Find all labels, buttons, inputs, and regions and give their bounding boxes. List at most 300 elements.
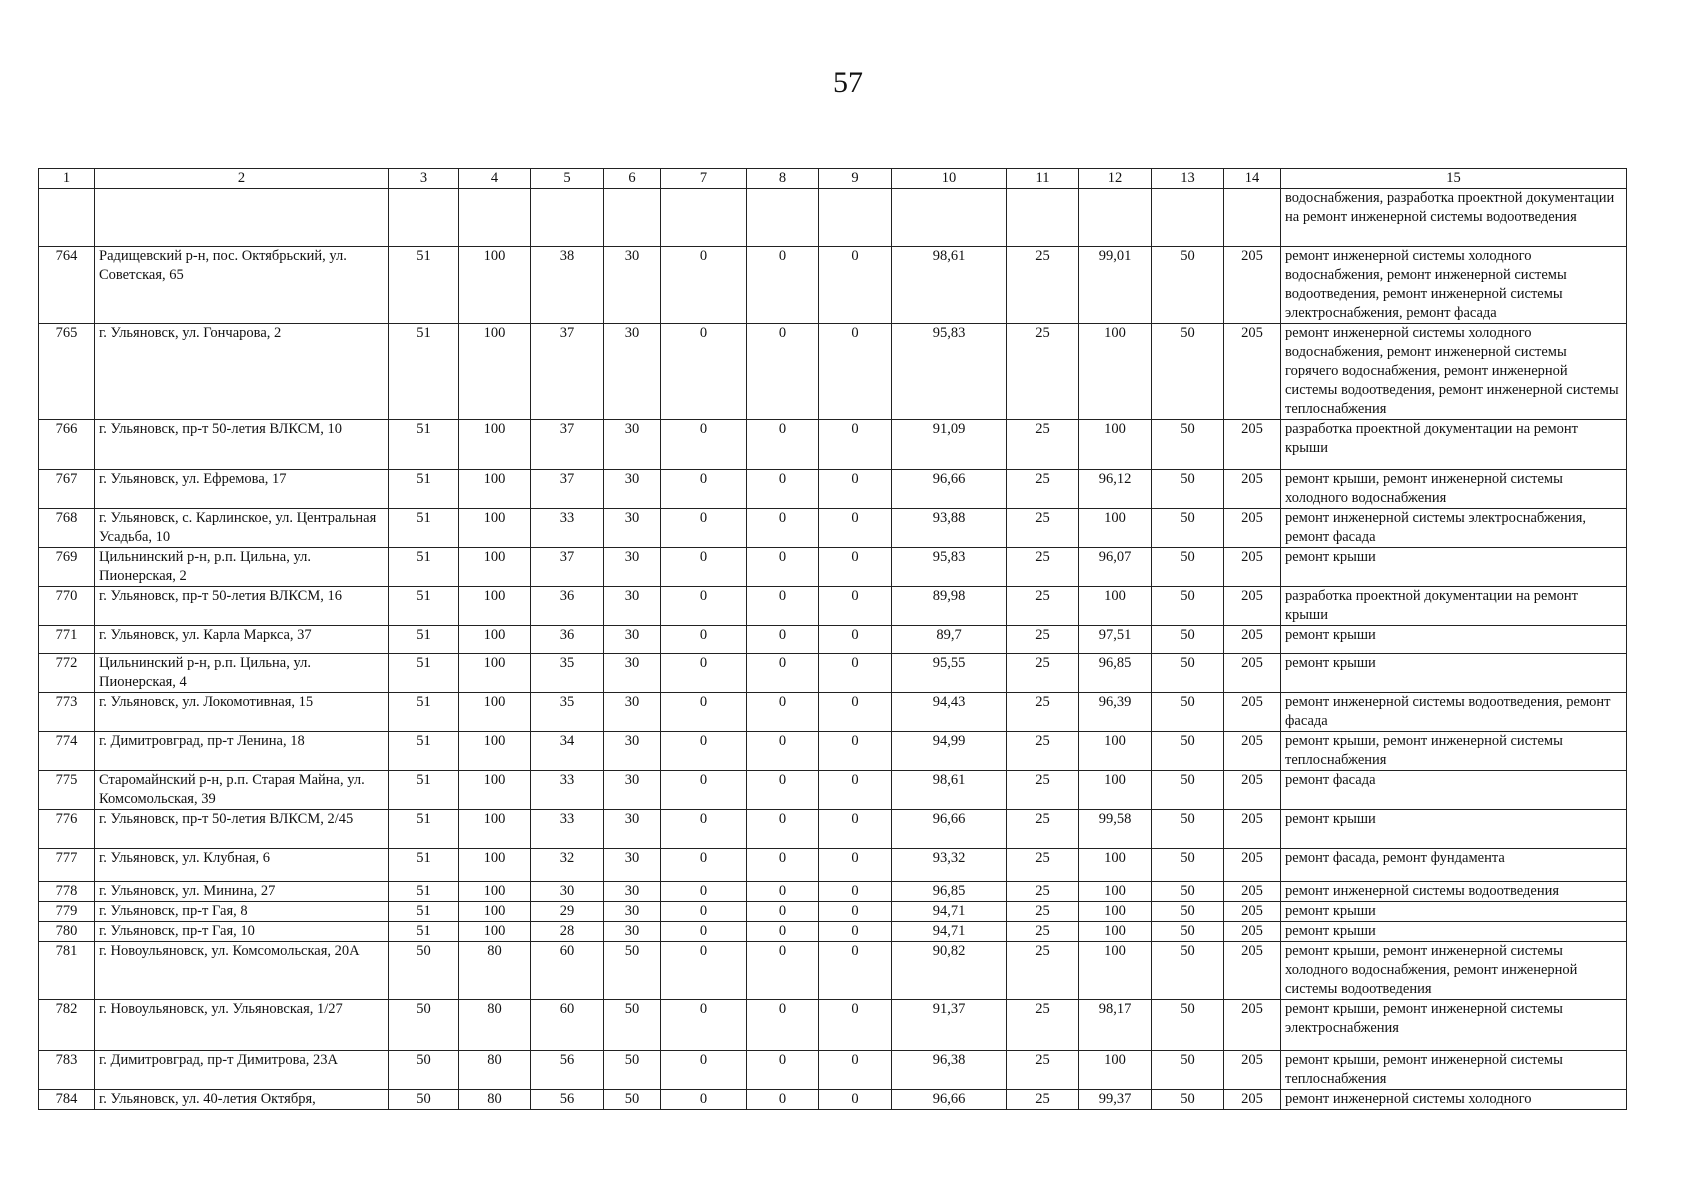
col-3-value: 51 xyxy=(389,882,459,902)
col-13-value: 50 xyxy=(1152,548,1224,587)
col-7-value: 0 xyxy=(661,810,747,849)
col-7-value: 0 xyxy=(661,849,747,882)
col-11-value: 25 xyxy=(1007,1000,1079,1051)
table-row xyxy=(39,587,1627,626)
col-8-value: 0 xyxy=(747,509,819,548)
col-4-value: 80 xyxy=(459,1000,531,1051)
col-11-value: 25 xyxy=(1007,810,1079,849)
col-12-value: 96,39 xyxy=(1079,693,1152,732)
col-9-value: 0 xyxy=(819,942,892,1000)
col-10-value: 98,61 xyxy=(892,771,1007,810)
col-6-value: 30 xyxy=(604,732,661,771)
work-description: ремонт фасада, ремонт фундамента xyxy=(1281,849,1627,882)
col-7-value: 0 xyxy=(661,626,747,654)
col-14-value: 205 xyxy=(1224,509,1281,548)
address: Цильнинский р-н, р.п. Цильна, ул. Пионерская, 2 xyxy=(95,548,389,587)
table-row xyxy=(39,902,1627,922)
col-13-value: 50 xyxy=(1152,902,1224,922)
col-8-value: 0 xyxy=(747,1090,819,1110)
col-14-value xyxy=(1224,189,1281,247)
column-header: 15 xyxy=(1281,169,1627,189)
col-5-value: 60 xyxy=(531,1000,604,1051)
col-11-value: 25 xyxy=(1007,849,1079,882)
table-row xyxy=(39,626,1627,654)
col-6-value xyxy=(604,189,661,247)
work-description: разработка проектной документации на ремонт крыши xyxy=(1281,420,1627,470)
col-3-value: 51 xyxy=(389,420,459,470)
row-number: 764 xyxy=(39,247,95,324)
address: г. Ульяновск, ул. Минина, 27 xyxy=(95,882,389,902)
col-11-value: 25 xyxy=(1007,693,1079,732)
col-4-value: 80 xyxy=(459,1090,531,1110)
col-4-value: 100 xyxy=(459,247,531,324)
col-3-value: 51 xyxy=(389,654,459,693)
column-header: 13 xyxy=(1152,169,1224,189)
col-4-value: 100 xyxy=(459,849,531,882)
col-3-value: 51 xyxy=(389,470,459,509)
col-11-value: 25 xyxy=(1007,942,1079,1000)
col-10-value: 93,32 xyxy=(892,849,1007,882)
col-4-value: 100 xyxy=(459,882,531,902)
col-5-value: 37 xyxy=(531,324,604,420)
col-4-value: 100 xyxy=(459,420,531,470)
col-8-value: 0 xyxy=(747,849,819,882)
table-row xyxy=(39,732,1627,771)
col-12-value: 100 xyxy=(1079,324,1152,420)
table-row xyxy=(39,654,1627,693)
col-9-value: 0 xyxy=(819,771,892,810)
col-10-value: 96,85 xyxy=(892,882,1007,902)
address: г. Ульяновск, пр-т 50-летия ВЛКСМ, 10 xyxy=(95,420,389,470)
col-8-value: 0 xyxy=(747,942,819,1000)
col-14-value: 205 xyxy=(1224,548,1281,587)
col-13-value: 50 xyxy=(1152,509,1224,548)
address: г. Ульяновск, ул. Карла Маркса, 37 xyxy=(95,626,389,654)
col-7-value: 0 xyxy=(661,1000,747,1051)
col-13-value: 50 xyxy=(1152,942,1224,1000)
col-12-value: 100 xyxy=(1079,902,1152,922)
col-5-value: 37 xyxy=(531,420,604,470)
col-13-value: 50 xyxy=(1152,324,1224,420)
row-number: 782 xyxy=(39,1000,95,1051)
col-7-value: 0 xyxy=(661,693,747,732)
row-number: 774 xyxy=(39,732,95,771)
col-7-value: 0 xyxy=(661,324,747,420)
col-10-value xyxy=(892,189,1007,247)
col-5-value: 35 xyxy=(531,693,604,732)
col-8-value xyxy=(747,189,819,247)
address: г. Ульяновск, ул. 40-летия Октября, xyxy=(95,1090,389,1110)
col-8-value: 0 xyxy=(747,470,819,509)
col-4-value: 80 xyxy=(459,942,531,1000)
col-13-value: 50 xyxy=(1152,654,1224,693)
col-12-value: 100 xyxy=(1079,587,1152,626)
col-6-value: 30 xyxy=(604,654,661,693)
col-9-value: 0 xyxy=(819,1051,892,1090)
col-8-value: 0 xyxy=(747,1051,819,1090)
work-description: разработка проектной документации на ремонт крыши xyxy=(1281,587,1627,626)
col-12-value: 98,17 xyxy=(1079,1000,1152,1051)
col-4-value: 100 xyxy=(459,509,531,548)
col-8-value: 0 xyxy=(747,247,819,324)
col-3-value: 51 xyxy=(389,849,459,882)
col-8-value: 0 xyxy=(747,693,819,732)
work-description: ремонт фасада xyxy=(1281,771,1627,810)
col-10-value: 95,83 xyxy=(892,324,1007,420)
col-9-value: 0 xyxy=(819,324,892,420)
column-header: 10 xyxy=(892,169,1007,189)
col-5-value: 33 xyxy=(531,810,604,849)
col-4-value: 100 xyxy=(459,324,531,420)
col-6-value: 30 xyxy=(604,548,661,587)
col-5-value xyxy=(531,189,604,247)
col-3-value: 51 xyxy=(389,324,459,420)
col-3-value: 50 xyxy=(389,942,459,1000)
address: г. Ульяновск, ул. Ефремова, 17 xyxy=(95,470,389,509)
table-row xyxy=(39,922,1627,942)
work-description: ремонт инженерной системы водоотведения xyxy=(1281,882,1627,902)
work-description: ремонт крыши, ремонт инженерной системы холодного водоснабжения, ремонт инженерной системы водоотведения xyxy=(1281,942,1627,1000)
col-5-value: 35 xyxy=(531,654,604,693)
col-8-value: 0 xyxy=(747,420,819,470)
table-row xyxy=(39,1000,1627,1051)
table-row xyxy=(39,509,1627,548)
col-6-value: 50 xyxy=(604,1000,661,1051)
col-10-value: 94,99 xyxy=(892,732,1007,771)
row-number: 772 xyxy=(39,654,95,693)
col-3-value: 51 xyxy=(389,732,459,771)
col-11-value xyxy=(1007,189,1079,247)
col-5-value: 37 xyxy=(531,470,604,509)
col-12-value: 96,12 xyxy=(1079,470,1152,509)
col-4-value: 100 xyxy=(459,587,531,626)
col-14-value: 205 xyxy=(1224,732,1281,771)
col-8-value: 0 xyxy=(747,810,819,849)
col-3-value: 51 xyxy=(389,509,459,548)
row-number: 784 xyxy=(39,1090,95,1110)
col-10-value: 94,43 xyxy=(892,693,1007,732)
address: г. Новоульяновск, ул. Ульяновская, 1/27 xyxy=(95,1000,389,1051)
work-description: ремонт крыши, ремонт инженерной системы холодного водоснабжения xyxy=(1281,470,1627,509)
col-5-value: 28 xyxy=(531,922,604,942)
address xyxy=(95,189,389,247)
col-11-value: 25 xyxy=(1007,771,1079,810)
col-8-value: 0 xyxy=(747,1000,819,1051)
row-number: 775 xyxy=(39,771,95,810)
col-9-value: 0 xyxy=(819,470,892,509)
col-6-value: 30 xyxy=(604,626,661,654)
row-number: 765 xyxy=(39,324,95,420)
row-number xyxy=(39,189,95,247)
table-row xyxy=(39,849,1627,882)
col-8-value: 0 xyxy=(747,732,819,771)
col-10-value: 95,83 xyxy=(892,548,1007,587)
row-number: 769 xyxy=(39,548,95,587)
table-row xyxy=(39,470,1627,509)
col-9-value xyxy=(819,189,892,247)
col-5-value: 56 xyxy=(531,1051,604,1090)
column-header: 14 xyxy=(1224,169,1281,189)
page-number: 57 xyxy=(833,66,863,99)
col-7-value: 0 xyxy=(661,1051,747,1090)
col-7-value: 0 xyxy=(661,470,747,509)
col-3-value: 50 xyxy=(389,1000,459,1051)
col-9-value: 0 xyxy=(819,626,892,654)
col-11-value: 25 xyxy=(1007,509,1079,548)
col-14-value: 205 xyxy=(1224,771,1281,810)
col-3-value: 51 xyxy=(389,922,459,942)
col-6-value: 30 xyxy=(604,420,661,470)
table-row xyxy=(39,810,1627,849)
col-6-value: 30 xyxy=(604,247,661,324)
col-14-value: 205 xyxy=(1224,902,1281,922)
col-14-value: 205 xyxy=(1224,654,1281,693)
col-12-value: 99,01 xyxy=(1079,247,1152,324)
col-10-value: 90,82 xyxy=(892,942,1007,1000)
row-number: 773 xyxy=(39,693,95,732)
col-4-value: 100 xyxy=(459,548,531,587)
col-10-value: 96,66 xyxy=(892,470,1007,509)
col-14-value: 205 xyxy=(1224,1000,1281,1051)
col-4-value: 100 xyxy=(459,922,531,942)
column-header: 12 xyxy=(1079,169,1152,189)
col-3-value: 51 xyxy=(389,587,459,626)
col-5-value: 36 xyxy=(531,587,604,626)
col-13-value: 50 xyxy=(1152,732,1224,771)
col-3-value: 51 xyxy=(389,247,459,324)
table-row xyxy=(39,882,1627,902)
col-8-value: 0 xyxy=(747,587,819,626)
col-4-value: 100 xyxy=(459,771,531,810)
work-description: ремонт крыши xyxy=(1281,902,1627,922)
work-description: ремонт инженерной системы электроснабжения, ремонт фасада xyxy=(1281,509,1627,548)
col-14-value: 205 xyxy=(1224,922,1281,942)
col-4-value: 100 xyxy=(459,470,531,509)
work-description: водоснабжения, разработка проектной документации на ремонт инженерной системы водоотведения xyxy=(1281,189,1627,247)
col-13-value: 50 xyxy=(1152,693,1224,732)
col-6-value: 30 xyxy=(604,324,661,420)
col-12-value xyxy=(1079,189,1152,247)
col-11-value: 25 xyxy=(1007,882,1079,902)
col-11-value: 25 xyxy=(1007,922,1079,942)
address: г. Ульяновск, ул. Клубная, 6 xyxy=(95,849,389,882)
col-7-value: 0 xyxy=(661,1090,747,1110)
column-header: 8 xyxy=(747,169,819,189)
col-9-value: 0 xyxy=(819,882,892,902)
col-10-value: 98,61 xyxy=(892,247,1007,324)
col-3-value xyxy=(389,189,459,247)
col-12-value: 100 xyxy=(1079,922,1152,942)
col-12-value: 100 xyxy=(1079,849,1152,882)
table-row xyxy=(39,942,1627,1000)
col-12-value: 100 xyxy=(1079,732,1152,771)
col-5-value: 60 xyxy=(531,942,604,1000)
col-10-value: 93,88 xyxy=(892,509,1007,548)
table-row xyxy=(39,247,1627,324)
col-6-value: 50 xyxy=(604,1051,661,1090)
col-12-value: 100 xyxy=(1079,942,1152,1000)
col-10-value: 95,55 xyxy=(892,654,1007,693)
col-10-value: 89,98 xyxy=(892,587,1007,626)
col-8-value: 0 xyxy=(747,324,819,420)
address: г. Новоульяновск, ул. Комсомольская, 20А xyxy=(95,942,389,1000)
header-row xyxy=(39,169,1627,189)
col-4-value xyxy=(459,189,531,247)
col-13-value: 50 xyxy=(1152,626,1224,654)
col-9-value: 0 xyxy=(819,732,892,771)
row-number: 771 xyxy=(39,626,95,654)
col-3-value: 51 xyxy=(389,626,459,654)
col-6-value: 30 xyxy=(604,922,661,942)
work-description: ремонт крыши, ремонт инженерной системы электроснабжения xyxy=(1281,1000,1627,1051)
table-row xyxy=(39,189,1627,247)
col-11-value: 25 xyxy=(1007,548,1079,587)
col-5-value: 29 xyxy=(531,902,604,922)
work-description: ремонт крыши, ремонт инженерной системы теплоснабжения xyxy=(1281,732,1627,771)
column-header: 7 xyxy=(661,169,747,189)
column-header: 9 xyxy=(819,169,892,189)
col-9-value: 0 xyxy=(819,693,892,732)
col-13-value: 50 xyxy=(1152,1090,1224,1110)
col-3-value: 51 xyxy=(389,548,459,587)
col-11-value: 25 xyxy=(1007,732,1079,771)
col-4-value: 100 xyxy=(459,654,531,693)
col-9-value: 0 xyxy=(819,902,892,922)
col-8-value: 0 xyxy=(747,654,819,693)
col-5-value: 37 xyxy=(531,548,604,587)
col-10-value: 94,71 xyxy=(892,902,1007,922)
col-9-value: 0 xyxy=(819,810,892,849)
col-13-value: 50 xyxy=(1152,810,1224,849)
col-8-value: 0 xyxy=(747,548,819,587)
column-header: 11 xyxy=(1007,169,1079,189)
col-11-value: 25 xyxy=(1007,626,1079,654)
row-number: 783 xyxy=(39,1051,95,1090)
col-7-value: 0 xyxy=(661,548,747,587)
table-row xyxy=(39,324,1627,420)
col-5-value: 56 xyxy=(531,1090,604,1110)
row-number: 780 xyxy=(39,922,95,942)
col-7-value: 0 xyxy=(661,420,747,470)
col-14-value: 205 xyxy=(1224,693,1281,732)
address: г. Ульяновск, пр-т 50-летия ВЛКСМ, 2/45 xyxy=(95,810,389,849)
address: г. Ульяновск, пр-т 50-летия ВЛКСМ, 16 xyxy=(95,587,389,626)
col-3-value: 50 xyxy=(389,1051,459,1090)
col-6-value: 30 xyxy=(604,693,661,732)
col-10-value: 91,09 xyxy=(892,420,1007,470)
col-7-value: 0 xyxy=(661,942,747,1000)
col-10-value: 91,37 xyxy=(892,1000,1007,1051)
work-description: ремонт инженерной системы водоотведения, ремонт фасада xyxy=(1281,693,1627,732)
col-8-value: 0 xyxy=(747,922,819,942)
col-11-value: 25 xyxy=(1007,470,1079,509)
col-6-value: 30 xyxy=(604,771,661,810)
row-number: 766 xyxy=(39,420,95,470)
col-7-value: 0 xyxy=(661,922,747,942)
col-6-value: 30 xyxy=(604,509,661,548)
col-14-value: 205 xyxy=(1224,810,1281,849)
col-14-value: 205 xyxy=(1224,1090,1281,1110)
col-9-value: 0 xyxy=(819,654,892,693)
col-11-value: 25 xyxy=(1007,420,1079,470)
table-row xyxy=(39,1051,1627,1090)
column-header: 1 xyxy=(39,169,95,189)
col-7-value xyxy=(661,189,747,247)
column-header: 6 xyxy=(604,169,661,189)
col-5-value: 30 xyxy=(531,882,604,902)
col-14-value: 205 xyxy=(1224,324,1281,420)
row-number: 767 xyxy=(39,470,95,509)
col-6-value: 30 xyxy=(604,470,661,509)
col-12-value: 96,85 xyxy=(1079,654,1152,693)
col-10-value: 89,7 xyxy=(892,626,1007,654)
work-description: ремонт крыши xyxy=(1281,922,1627,942)
col-12-value: 97,51 xyxy=(1079,626,1152,654)
col-4-value: 100 xyxy=(459,902,531,922)
address: г. Ульяновск, пр-т Гая, 8 xyxy=(95,902,389,922)
col-6-value: 50 xyxy=(604,942,661,1000)
col-11-value: 25 xyxy=(1007,902,1079,922)
col-5-value: 33 xyxy=(531,771,604,810)
column-header: 2 xyxy=(95,169,389,189)
col-13-value: 50 xyxy=(1152,1000,1224,1051)
col-12-value: 100 xyxy=(1079,420,1152,470)
col-7-value: 0 xyxy=(661,587,747,626)
row-number: 770 xyxy=(39,587,95,626)
col-12-value: 99,58 xyxy=(1079,810,1152,849)
col-9-value: 0 xyxy=(819,1000,892,1051)
work-description: ремонт крыши xyxy=(1281,548,1627,587)
col-13-value: 50 xyxy=(1152,587,1224,626)
col-7-value: 0 xyxy=(661,902,747,922)
col-6-value: 30 xyxy=(604,902,661,922)
col-3-value: 51 xyxy=(389,771,459,810)
col-6-value: 30 xyxy=(604,810,661,849)
col-4-value: 100 xyxy=(459,732,531,771)
col-12-value: 100 xyxy=(1079,509,1152,548)
table-body xyxy=(39,189,1627,1110)
address: Радищевский р-н, пос. Октябрьский, ул. Советская, 65 xyxy=(95,247,389,324)
col-9-value: 0 xyxy=(819,420,892,470)
col-10-value: 96,66 xyxy=(892,810,1007,849)
col-12-value: 99,37 xyxy=(1079,1090,1152,1110)
col-14-value: 205 xyxy=(1224,470,1281,509)
col-9-value: 0 xyxy=(819,509,892,548)
address: г. Ульяновск, с. Карлинское, ул. Центральная Усадьба, 10 xyxy=(95,509,389,548)
work-description: ремонт крыши, ремонт инженерной системы теплоснабжения xyxy=(1281,1051,1627,1090)
row-number: 777 xyxy=(39,849,95,882)
col-8-value: 0 xyxy=(747,626,819,654)
col-10-value: 94,71 xyxy=(892,922,1007,942)
table-row xyxy=(39,693,1627,732)
col-7-value: 0 xyxy=(661,654,747,693)
col-8-value: 0 xyxy=(747,882,819,902)
col-6-value: 30 xyxy=(604,882,661,902)
col-9-value: 0 xyxy=(819,548,892,587)
col-14-value: 205 xyxy=(1224,1051,1281,1090)
col-9-value: 0 xyxy=(819,247,892,324)
col-3-value: 50 xyxy=(389,1090,459,1110)
col-13-value: 50 xyxy=(1152,882,1224,902)
col-6-value: 30 xyxy=(604,587,661,626)
work-description: ремонт инженерной системы холодного xyxy=(1281,1090,1627,1110)
col-4-value: 100 xyxy=(459,693,531,732)
col-13-value xyxy=(1152,189,1224,247)
col-12-value: 100 xyxy=(1079,882,1152,902)
col-10-value: 96,38 xyxy=(892,1051,1007,1090)
row-number: 778 xyxy=(39,882,95,902)
table-row xyxy=(39,548,1627,587)
